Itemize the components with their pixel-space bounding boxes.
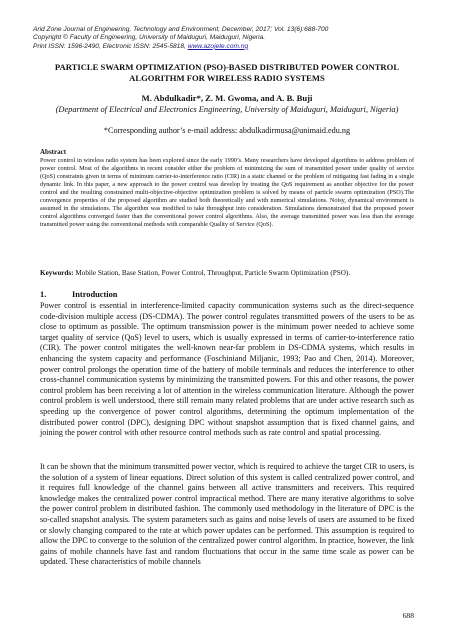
paper-authors: M. Abdulkadir*, Z. M. Gwoma, and A. B. Buji	[141, 93, 313, 103]
author-affiliation: (Department of Electrical and Electronics Engineering, University of Maiduguri, Maiduguri, Nigeria)	[55, 105, 399, 114]
keywords-list: Mobile Station, Base Station, Power Control, Throughput, Particle Swarm Optimization (PSO).	[73, 269, 351, 277]
section-title: Introduction	[72, 290, 118, 299]
abstract-text: Power control in wireless radio system has been explored since the early 1990’s. Many researchers have developed algorithms to address problem of power control. Most of the algorithms in recent consider either the problem of minimizing the sum of transmitted power under quality of service (QoS) constraints given in terms of minimum carrier-to-interference ratio (CIR) in a static channel or the problem of mitigating fast fading in a single dynamic link. In this paper, a new approach to the power control was develop by treating the QoS requirement as another objective for the power control and the resulting constrained multi-objective-objective optimization problem is solved by means of particle swarm optimization (PSO).The convergence properties of the proposed algorithm are studied both theoretically and with numerical simulations. Noisy, dynamical environment is assumed in the simulations. The algorithm was modified to take throughput into consideration. Simulations demonstrated that the proposed power control algorithms converged faster than the conventional power control algorithms. Also, the average transmitted power was less than the average transmitted power using the conventional methods with comparable Quality of Service (QoS).	[40, 157, 414, 228]
intro-paragraph-2: It can be shown that the minimum transmitted power vector, which is required to achieve the target CIR to users, is the solution of a system of linear equations. Direct solution of this system is called centralized power control, and it requires full knowledge of the channel gains between all active transmitters and receivers. This required knowledge makes the centralized power control impractical method. There are many iterative algorithms to solve the power control problem in distributed fashion. The commonly used methodology in the literature of DPC is the so-called snapshot analysis. The system parameters such as gains and noise levels of users are assumed to be fixed or slowly changing compared to the rate at which power updates can be performed. This assumption is required to allow the DPC to converge to the solution of the centralized power control algorithm. In practice, however, the link gains of mobile channels have fast and random fluctuations that occur in the same time scale as power can be updated. These characteristics of mobile channels	[40, 462, 414, 567]
journal-header	[33, 26, 433, 51]
keywords	[40, 269, 414, 278]
journal-copyright: Copyright © Faculty of Engineering, University of Maiduguri, Maiduguri, Nigeria.	[33, 34, 266, 42]
intro-paragraph-1: Power control is essential in interference-limited capacity communication systems such as the direct-sequence code-division multiple access (DS-CDMA). The power control regulates transmitted powers of the users to be as close to optimum as possible. The optimum transmission power is the minimum power needed to achieve some target quality of service (QoS) level to users, which is usually expressed in terms of carrier-to-interference ratio (CIR). The power control mitigates the well-known near-far problem in DS-CDMA systems, which results in enhancing the system capacity and performance (Foschiniand Miljanic, 1993; Pao and Chen, 2014). Moreover, power control prolongs the operation time of the battery of mobile terminals and reduces the interference to other cross-channel communication systems by minimizing the transmitted powers. For this and other reasons, the power control problem has been receiving a lot of attention in the wireless communication literature. Although the power control problem is well understood, there still remain many related problems that are under active research such as speeding up the convergence of power control algorithms, determining the optimum implementation of the distributed power control (DPC), designing DPC without snapshot assumption that is fixed channel gains, and joining the power control with other resource control methods such as rate control and spatial processing.	[40, 301, 414, 438]
section-number: 1.	[40, 290, 47, 299]
section-heading	[40, 290, 414, 300]
corresponding-author: *Corresponding author’s e-mail address: abdulkadirmusa@unimaid.edu.ng	[103, 126, 351, 135]
paper-title: PARTICLE SWARM OPTIMIZATION (PSO)-BASED DISTRIBUTED POWER CONTROL ALGORITHM FOR WIRELESS RADIO SYSTEMS	[54, 62, 400, 83]
keywords-label: Keywords:	[40, 269, 74, 277]
journal-citation: Arid Zone Journal of Engineering, Technology and Environment, December, 2017; Vol. 13(6):688-700	[33, 26, 329, 33]
abstract-heading: Abstract	[40, 148, 67, 156]
journal-website-link[interactable]: www.azojete.com.ng	[187, 42, 249, 50]
issn-text: Print ISSN: 1596-2490, Electronic ISSN: 2545-5818,	[33, 42, 188, 50]
journal-issn	[33, 43, 433, 51]
page-number: 688	[402, 611, 414, 620]
